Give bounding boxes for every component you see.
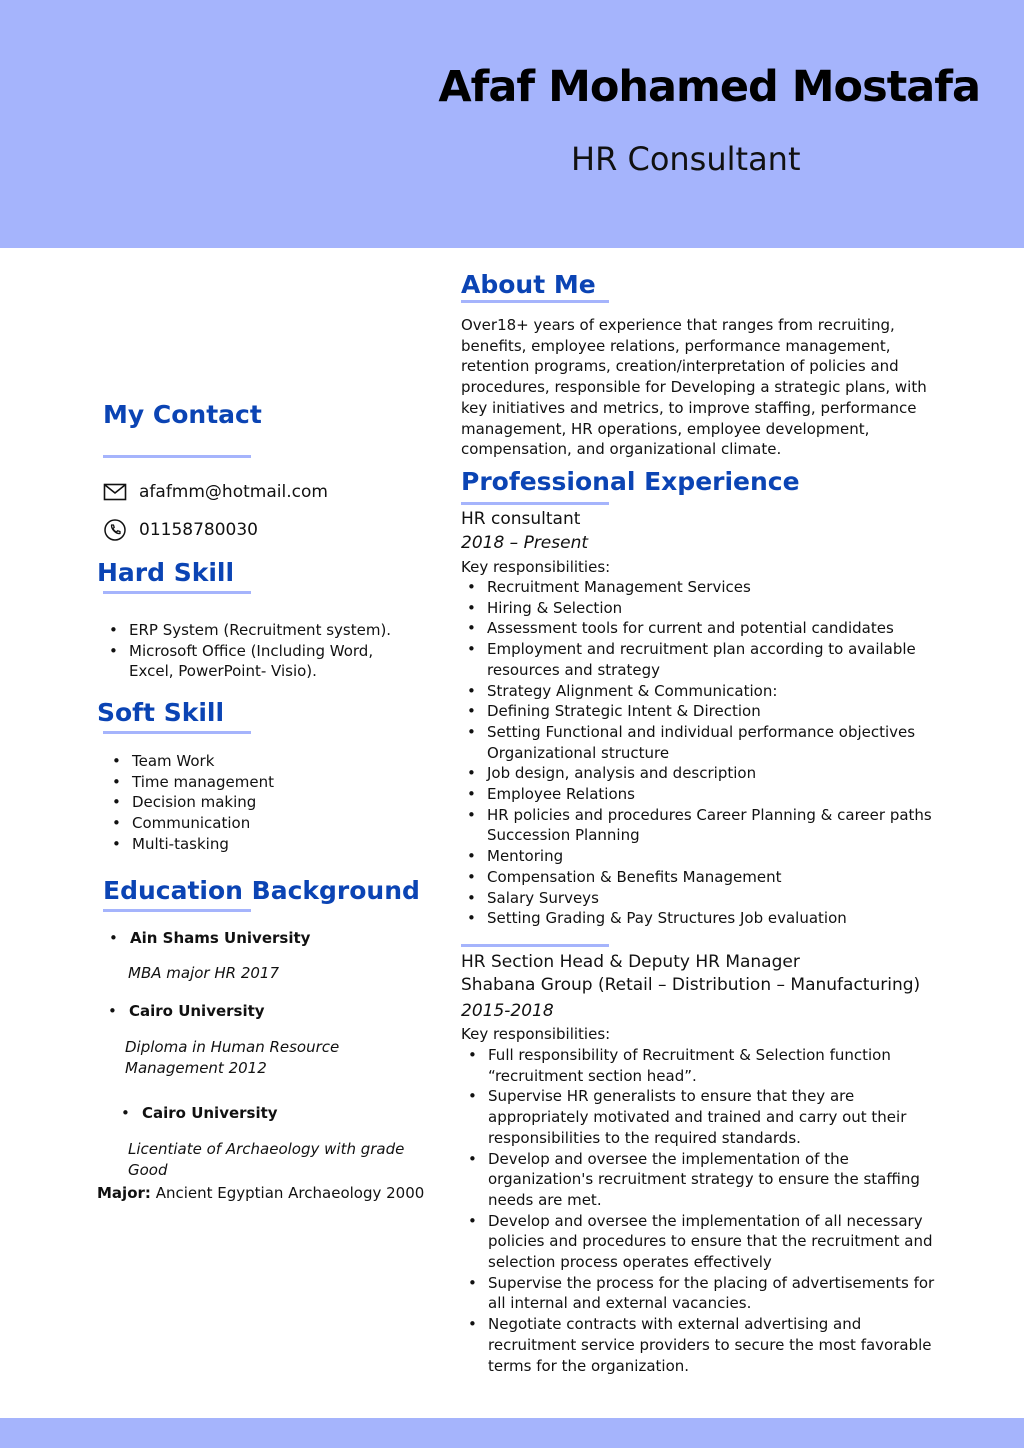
phone-row xyxy=(103,518,258,542)
list-item: • HR policies and procedures Career Planning & career paths Succession Planning xyxy=(461,805,941,846)
list-item: • Strategy Alignment & Communication: xyxy=(461,681,941,702)
job-title-1: HR consultant xyxy=(461,509,581,529)
contact-divider xyxy=(103,455,251,458)
email-text[interactable]: afafmm@hotmail.com xyxy=(139,482,328,502)
contact-heading: My Contact xyxy=(103,400,262,429)
job-resp-label-1: Key responsibilities: xyxy=(461,558,611,576)
major-value: Ancient Egyptian Archaeology 2000 xyxy=(155,1184,425,1202)
job-dates-1: 2018 – Present xyxy=(461,533,589,553)
job-resp-list-2 xyxy=(462,1045,942,1376)
education-degree: MBA major HR 2017 xyxy=(128,964,279,982)
list-item: • Full responsibility of Recruitment & Selection function “recruitment section head”. xyxy=(462,1045,942,1086)
education-heading: Education Background xyxy=(103,876,420,905)
phone-text[interactable]: 01158780030 xyxy=(139,520,258,540)
list-item: • ERP System (Recruitment system). xyxy=(103,620,413,641)
list-item: • Develop and oversee the implementation of all necessary policies and procedures to ensure that the recruitment and selection process operates effectively xyxy=(462,1211,942,1273)
list-item: • Decision making xyxy=(106,792,406,813)
list-item: • Time management xyxy=(106,772,406,793)
hard-skill-list xyxy=(103,620,413,682)
header-band xyxy=(0,0,1024,248)
list-item: • Setting Functional and individual performance objectives Organizational structure xyxy=(461,722,941,763)
hard-skill-divider xyxy=(103,591,251,594)
education-school: • Cairo University xyxy=(142,1104,278,1122)
list-item: • Employee Relations xyxy=(461,784,941,805)
person-name: Afaf Mohamed Mostafa xyxy=(438,62,980,112)
education-school: • Cairo University xyxy=(129,1002,265,1020)
job-title: HR Consultant xyxy=(571,140,801,178)
list-item: • Communication xyxy=(106,813,406,834)
list-item: • Mentoring xyxy=(461,846,941,867)
list-item: • Supervise the process for the placing of advertisements for all internal and external vacancies. xyxy=(462,1273,942,1314)
about-divider xyxy=(461,300,609,303)
phone-icon xyxy=(103,518,127,542)
education-degree: Diploma in Human Resource Management 2012 xyxy=(125,1038,340,1077)
footer-band xyxy=(0,1418,1024,1448)
email-row xyxy=(103,480,328,504)
list-item: • Hiring & Selection xyxy=(461,598,941,619)
job-dates-2: 2015-2018 xyxy=(461,1001,554,1021)
list-item: • Assessment tools for current and potential candidates xyxy=(461,618,941,639)
education-divider xyxy=(103,909,251,912)
job-company-2: Shabana Group (Retail – Distribution – Manufacturing) xyxy=(461,975,921,995)
job-divider xyxy=(461,944,609,947)
about-heading: About Me xyxy=(461,270,596,299)
list-item: • Setting Grading & Pay Structures Job evaluation xyxy=(461,908,941,929)
list-item: • Recruitment Management Services xyxy=(461,577,941,598)
soft-skill-divider xyxy=(103,731,251,734)
job-resp-list-1 xyxy=(461,577,941,929)
education-major xyxy=(97,1183,424,1204)
education-degree: Licentiate of Archaeology with grade Good xyxy=(128,1140,405,1179)
list-item: • Defining Strategic Intent & Direction xyxy=(461,701,941,722)
about-text: Over18+ years of experience that ranges from recruiting, benefits, employee relations, performance management, retention programs, creation/interpretation of policies and procedures, responsible for Developing a strategic plans, with key initiatives and metrics, to improve staffing, performance management, HR operations, employee development, compensation, and organizational climate. xyxy=(461,316,927,459)
major-label: Major: xyxy=(97,1184,151,1202)
soft-skill-heading: Soft Skill xyxy=(97,698,225,727)
soft-skill-list xyxy=(106,751,406,855)
hard-skill-heading: Hard Skill xyxy=(97,558,235,587)
list-item: • Microsoft Office (Including Word, Excel, PowerPoint- Visio). xyxy=(103,641,413,682)
list-item: • Employment and recruitment plan according to available resources and strategy xyxy=(461,639,941,680)
list-item: • Team Work xyxy=(106,751,406,772)
job-resp-label-2: Key responsibilities: xyxy=(461,1025,611,1043)
list-item: • Supervise HR generalists to ensure that they are appropriately motivated and trained and carry out their responsibilities to the required standards. xyxy=(462,1086,942,1148)
experience-heading: Professional Experience xyxy=(461,467,800,496)
envelope-icon xyxy=(103,480,127,504)
list-item: • Negotiate contracts with external advertising and recruitment service providers to secure the most favorable terms for the organization. xyxy=(462,1314,942,1376)
job-title-2: HR Section Head & Deputy HR Manager xyxy=(461,952,800,972)
list-item: • Compensation & Benefits Management xyxy=(461,867,941,888)
list-item: • Salary Surveys xyxy=(461,888,941,909)
list-item: • Job design, analysis and description xyxy=(461,763,941,784)
list-item: • Multi-tasking xyxy=(106,834,406,855)
list-item: • Develop and oversee the implementation of the organization's recruitment strategy to ensure the staffing needs are met. xyxy=(462,1149,942,1211)
education-school: • Ain Shams University xyxy=(130,929,310,947)
experience-divider xyxy=(461,502,609,505)
